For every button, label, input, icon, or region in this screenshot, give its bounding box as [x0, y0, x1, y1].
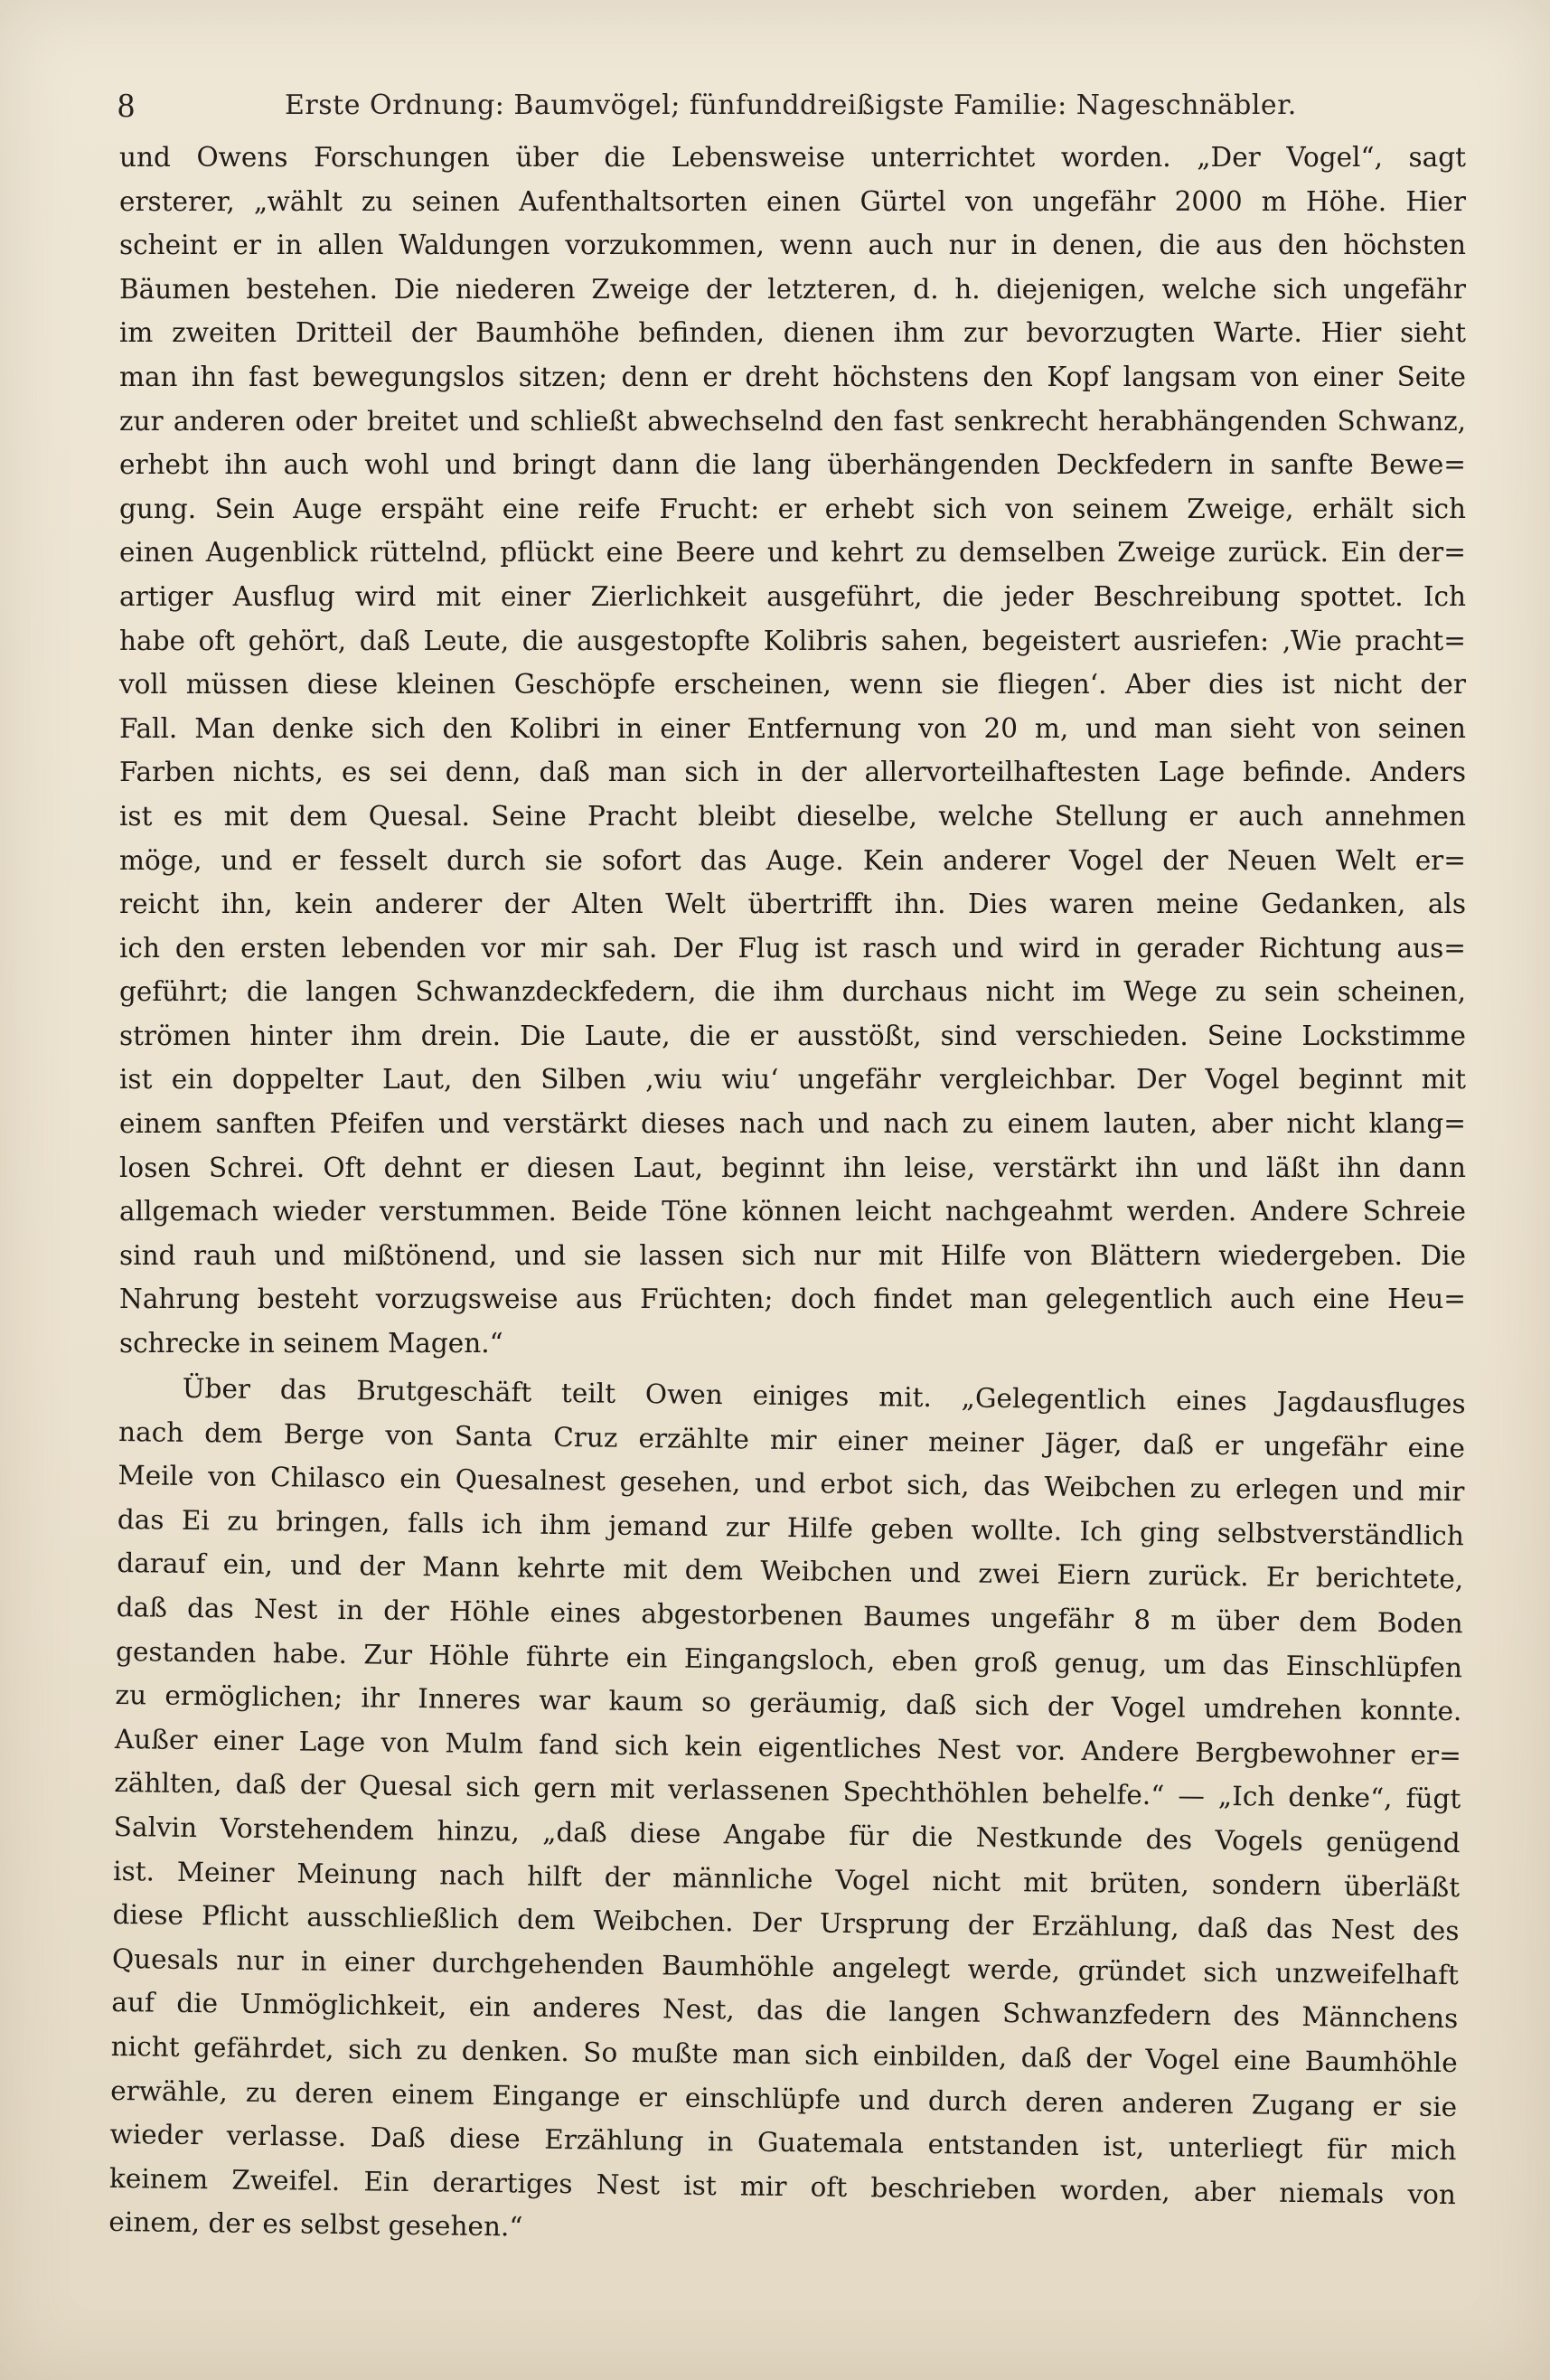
- text-line: ist. Meiner Meinung nach hilft der männliche Vogel nicht mit brüten, sondern überläßt: [112, 1855, 1461, 1903]
- page-header: [117, 86, 1455, 131]
- text-line: nicht gefährdet, sich zu denken. So mußte man sich einbilden, daß der Vogel eine Baumhöhle: [110, 2030, 1458, 2078]
- text-line: Fall. Man denke sich den Kolibri in einer Entfernung von 20 m, und man sieht von seinen: [119, 712, 1466, 744]
- text-line: scheint er in allen Waldungen vorzukommen, wenn auch nur in denen, die aus den höchsten: [119, 230, 1466, 261]
- text-line: voll müssen diese kleinen Geschöpfe erscheinen, wenn sie fliegen‘. Aber dies ist nicht der: [119, 669, 1466, 701]
- text-line: darauf ein, und der Mann kehrte mit dem Weibchen und zwei Eiern zurück. Er berichtete,: [117, 1547, 1464, 1595]
- text-line: sind rauh und mißtönend, und sie lassen sich nur mit Hilfe von Blättern wiedergeben. Die: [119, 1239, 1466, 1271]
- text-line: daß das Nest in der Höhle eines abgestorbenen Baumes ungefähr 8 m über dem Boden: [116, 1591, 1463, 1639]
- text-line: strömen hinter ihm drein. Die Laute, die er ausstößt, sind verschieden. Seine Lockstimme: [119, 1020, 1466, 1051]
- text-line: reicht ihn, kein anderer der Alten Welt übertrifft ihn. Dies waren meine Gedanken, als: [119, 889, 1466, 920]
- text-line: einem sanften Pfeifen und verstärkt dieses nach und nach zu einem lauten, aber nicht klang=: [119, 1108, 1466, 1140]
- text-line: gestanden habe. Zur Höhle führte ein Eingangsloch, eben groß genug, um das Einschlüpfen: [115, 1635, 1463, 1683]
- page-number: 8: [117, 87, 135, 125]
- text-line: losen Schrei. Oft dehnt er diesen Laut, beginnt ihn leise, verstärkt ihn und läßt ihn dann: [119, 1152, 1466, 1183]
- text-line: im zweiten Dritteil der Baumhöhe befinden, dienen ihm zur bevorzugten Warte. Hier sieht: [119, 317, 1466, 349]
- text-line: zur anderen oder breitet und schließt abwechselnd den fast senkrecht herabhängenden Schwanz,: [119, 405, 1466, 437]
- text-line: wieder verlasse. Daß diese Erzählung in Guatemala entstanden ist, unterliegt für mich: [109, 2118, 1457, 2166]
- text-line: Quesals nur in einer durchgehenden Baumhöhle angelegt werde, gründet sich unzweifelhaft: [111, 1943, 1460, 1990]
- text-line: diese Pflicht ausschließlich dem Weibchen. Der Ursprung der Erzählung, daß das Nest des: [112, 1898, 1460, 1946]
- text-line: möge, und er fesselt durch sie sofort das Auge. Kein anderer Vogel der Neuen Welt er=: [119, 844, 1466, 876]
- text-line: und Owens Forschungen über die Lebensweise unterrichtet worden. „Der Vogel“, sagt: [119, 142, 1466, 173]
- text-line: schrecke in seinem Magen.“: [119, 1328, 503, 1359]
- text-line: ersterer, „wählt zu seinen Aufenthaltsorten einen Gürtel von ungefähr 2000 m Höhe. Hier: [119, 185, 1466, 217]
- text-line: zählten, daß der Quesal sich gern mit verlassenen Spechthöhlen behelfe.“ — „Ich denke“, fügt: [114, 1766, 1461, 1815]
- text-line: nach dem Berge von Santa Cruz erzählte mir einer meiner Jäger, daß er ungefähr eine: [117, 1416, 1466, 1463]
- text-line: zu ermöglichen; ihr Inneres war kaum so geräumig, daß sich der Vogel umdrehen konnte.: [115, 1679, 1462, 1726]
- text-line: Farben nichts, es sei denn, daß man sich in der allervorteilhaftesten Lage befinde. Anders: [119, 757, 1466, 788]
- text-line: artiger Ausflug wird mit einer Zierlichkeit ausgeführt, die jeder Beschreibung spottet. Ich: [119, 580, 1466, 612]
- text-line: Meile von Chilasco ein Quesalnest gesehen, und erbot sich, das Weibchen zu erlegen und mir: [117, 1459, 1465, 1508]
- text-line: ist es mit dem Quesal. Seine Pracht bleibt dieselbe, welche Stellung er auch annehmen: [119, 800, 1466, 832]
- paragraph-2: [108, 1366, 1466, 2261]
- running-head: Erste Ordnung: Baumvögel; fünfunddreißigste Familie: Nageschnäbler.: [285, 89, 1297, 121]
- text-line: das Ei zu bringen, falls ich ihm jemand zur Hilfe geben wollte. Ich ging selbstverständlich: [117, 1503, 1465, 1551]
- text-line: keinem Zweifel. Ein derartiges Nest ist mir oft beschrieben worden, aber niemals von: [108, 2162, 1457, 2210]
- text-line: Nahrung besteht vorzugsweise aus Früchten; doch findet man gelegentlich auch eine Heu=: [119, 1284, 1466, 1315]
- text-line: gung. Sein Auge erspäht eine reife Frucht: er erhebt sich von seinem Zweige, erhält sich: [119, 493, 1466, 524]
- text-line: Über das Brutgeschäft teilt Owen einiges mit. „Gelegentlich eines Jagdausfluges: [182, 1372, 1466, 1419]
- text-line: man ihn fast bewegungslos sitzen; denn er dreht höchstens den Kopf langsam von einer Seite: [119, 361, 1466, 392]
- text-line: einem, der es selbst gesehen.“: [108, 2206, 523, 2243]
- text-line: Außer einer Lage von Mulm fand sich kein eigentliches Nest vor. Andere Bergbewohner er=: [114, 1723, 1462, 1771]
- text-line: auf die Unmöglichkeit, ein anderes Nest, das die langen Schwanzfedern des Männchens: [111, 1986, 1459, 2035]
- body-text: [108, 136, 1466, 2244]
- text-line: Salvin Vorstehendem hinzu, „daß diese Angabe für die Nestkunde des Vogels genügend: [113, 1811, 1461, 1858]
- text-line: habe oft gehört, daß Leute, die ausgestopfte Kolibris sahen, begeistert ausriefen: ‚Wie pracht=: [119, 625, 1466, 656]
- text-line: allgemach wieder verstummen. Beide Töne können leicht nachgeahmt werden. Andere Schreie: [119, 1196, 1466, 1228]
- text-line: ist ein doppelter Laut, den Silben ‚wiu wiu‘ ungefähr vergleichbar. Der Vogel beginnt mit: [119, 1064, 1466, 1096]
- text-line: einen Augenblick rüttelnd, pflückt eine Beere und kehrt zu demselben Zweige zurück. Ein der=: [119, 537, 1466, 569]
- text-line: ich den ersten lebenden vor mir sah. Der Flug ist rasch und wird in gerader Richtung aus=: [119, 932, 1466, 964]
- text-line: Bäumen bestehen. Die niederen Zweige der letzteren, d. h. diejenigen, welche sich ungefähr: [119, 273, 1466, 305]
- text-line: erhebt ihn auch wohl und bringt dann die lang überhängenden Deckfedern in sanfte Bewe=: [119, 449, 1466, 481]
- text-line: geführt; die langen Schwanzdeckfedern, die ihm durchaus nicht im Wege zu sein scheinen,: [119, 976, 1466, 1008]
- paragraph-1: [119, 136, 1466, 1366]
- text-line: erwähle, zu deren einem Eingange er einschlüpfe und durch deren anderen Zugang er sie: [110, 2074, 1458, 2122]
